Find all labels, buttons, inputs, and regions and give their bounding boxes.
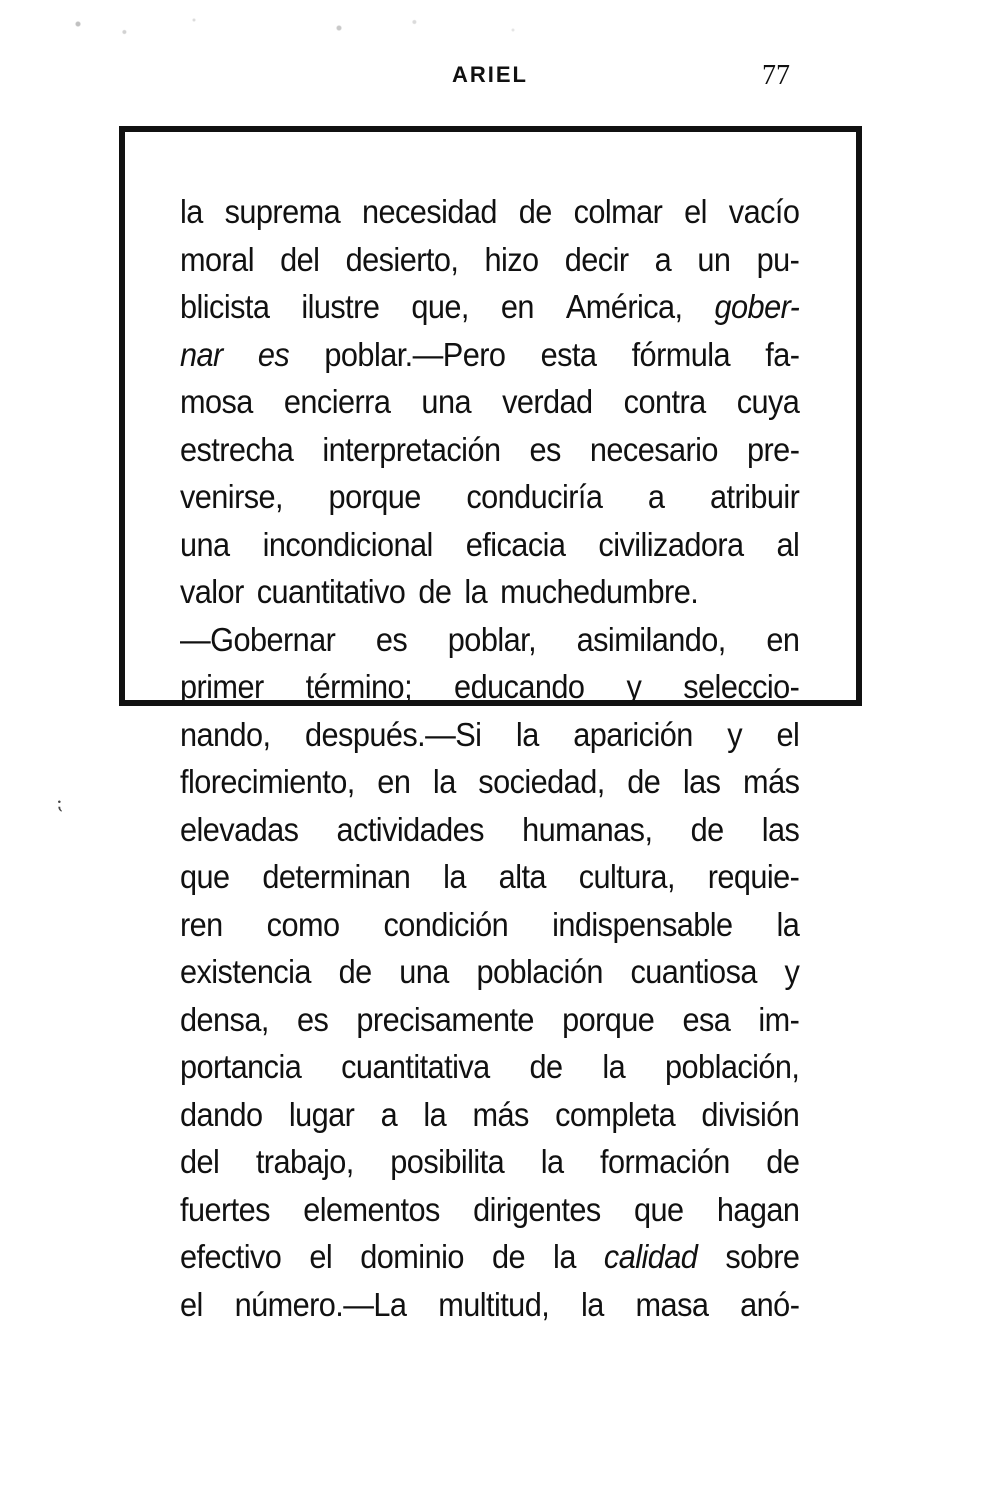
word: como xyxy=(266,905,340,943)
word: sociedad, xyxy=(478,763,605,800)
word: porque xyxy=(328,478,421,515)
word: una xyxy=(399,953,449,990)
word: lugar xyxy=(288,1095,355,1133)
text-line xyxy=(180,1186,799,1234)
word: interpretación xyxy=(322,430,501,468)
word: cuantitativo xyxy=(256,573,406,610)
word: cultura, xyxy=(578,858,675,895)
word: sobre xyxy=(725,1238,800,1275)
word: trabajo, xyxy=(255,1143,354,1180)
word: es xyxy=(296,1000,329,1038)
word: contra xyxy=(623,383,706,420)
word: educando xyxy=(454,668,585,705)
word: del xyxy=(280,240,320,278)
word: de xyxy=(518,193,552,230)
word: colmar xyxy=(573,193,663,230)
word: existencia xyxy=(180,953,311,990)
word: formación xyxy=(600,1143,730,1180)
word: densa, xyxy=(180,1000,269,1038)
word: cuantiosa xyxy=(630,953,757,990)
text-line xyxy=(180,521,799,569)
word: pre- xyxy=(747,430,800,468)
word: de xyxy=(690,810,724,848)
word: condición xyxy=(383,905,509,943)
word: incondicional xyxy=(262,525,433,563)
word: ren xyxy=(180,905,223,943)
word: número.—La xyxy=(234,1285,407,1323)
word: en xyxy=(377,763,411,800)
word: nar xyxy=(180,335,223,373)
word: gober- xyxy=(714,288,800,325)
word: actividades xyxy=(336,810,484,848)
word: portancia xyxy=(180,1048,302,1085)
word: dando xyxy=(180,1095,263,1133)
word: la xyxy=(776,905,800,943)
word: la xyxy=(432,763,456,800)
word: que, xyxy=(411,288,469,325)
word: un xyxy=(697,240,731,278)
word: aparición xyxy=(573,715,693,753)
word: humanas, xyxy=(522,810,653,848)
text-line xyxy=(180,758,799,806)
word: necesidad xyxy=(361,193,497,230)
word: después.—Si xyxy=(305,715,482,753)
margin-mark: ⁏ xyxy=(56,792,63,814)
word: de xyxy=(529,1048,563,1085)
text-line xyxy=(180,996,799,1044)
word: la xyxy=(423,1095,447,1133)
word: a xyxy=(654,240,672,278)
word: poblar, xyxy=(447,620,537,658)
word: calidad xyxy=(603,1238,698,1275)
word: la xyxy=(464,573,488,610)
word: esa xyxy=(682,1000,731,1038)
word: efectivo xyxy=(180,1238,282,1275)
word: elevadas xyxy=(180,810,299,848)
word: ilustre xyxy=(301,288,380,325)
text-line xyxy=(180,1043,799,1091)
word: y xyxy=(727,715,743,753)
word: dominio xyxy=(360,1238,464,1275)
word: de xyxy=(338,953,372,990)
word: completa xyxy=(555,1095,676,1133)
word: valor xyxy=(180,573,244,610)
word: y xyxy=(784,953,800,990)
word: florecimiento, xyxy=(180,763,355,800)
word: elementos xyxy=(303,1190,440,1228)
word: una xyxy=(421,383,471,420)
word: muchedumbre. xyxy=(500,573,699,610)
word: la xyxy=(602,1048,626,1085)
text-line xyxy=(180,331,799,379)
word: suprema xyxy=(224,193,341,230)
word: al xyxy=(776,525,800,563)
page-number: 77 xyxy=(762,60,790,91)
text-line xyxy=(180,711,799,759)
word: eficacia xyxy=(465,525,566,563)
word: la xyxy=(443,858,466,895)
word: el xyxy=(684,193,707,230)
word: requie- xyxy=(707,858,800,895)
word: vacío xyxy=(728,193,800,230)
word: población xyxy=(476,953,603,990)
word: cuantitativa xyxy=(341,1048,490,1085)
text-line xyxy=(180,1138,799,1186)
text-line xyxy=(180,236,799,284)
word: es xyxy=(375,620,408,658)
word: la xyxy=(515,715,539,753)
word: civilizadora xyxy=(598,525,744,563)
word: primer xyxy=(180,668,264,705)
text-line xyxy=(180,901,799,949)
text-line xyxy=(180,1091,799,1139)
text-line xyxy=(180,568,799,616)
word: poblar.—Pero xyxy=(324,335,506,373)
word: y xyxy=(626,668,642,705)
word: población, xyxy=(665,1048,800,1085)
word: cuya xyxy=(736,383,800,420)
text-line xyxy=(180,616,799,664)
text-line xyxy=(180,1281,799,1329)
body-text xyxy=(180,188,800,1328)
text-line xyxy=(180,188,799,236)
word: más xyxy=(743,763,800,800)
word: una xyxy=(180,525,230,563)
word: término; xyxy=(305,668,413,705)
word: de xyxy=(491,1238,525,1275)
word: esta xyxy=(540,335,597,373)
word: determinan xyxy=(262,858,411,895)
word: alta xyxy=(498,858,546,895)
word: las xyxy=(682,763,721,800)
text-line xyxy=(180,1233,799,1281)
word: pu- xyxy=(756,240,800,278)
word: de xyxy=(766,1143,800,1180)
word: verdad xyxy=(502,383,593,420)
word: la xyxy=(180,193,203,230)
word: la xyxy=(540,1143,564,1180)
text-line xyxy=(180,663,799,711)
word: en xyxy=(766,620,800,658)
text-line xyxy=(180,806,799,854)
word: venirse, xyxy=(180,478,283,515)
word: es xyxy=(529,430,561,468)
word: —Gobernar xyxy=(180,620,336,658)
word: atribuir xyxy=(709,478,800,515)
word: de xyxy=(627,763,661,800)
word: el xyxy=(776,715,800,753)
word: más xyxy=(472,1095,529,1133)
text-line xyxy=(180,853,799,901)
word: porque xyxy=(562,1000,655,1038)
word: masa xyxy=(635,1285,709,1323)
word: a xyxy=(380,1095,398,1133)
word: de xyxy=(418,573,452,610)
text-line xyxy=(180,948,799,996)
word: en xyxy=(500,288,534,325)
word: hizo xyxy=(484,240,539,278)
word: fórmula xyxy=(631,335,731,373)
word: el xyxy=(309,1238,333,1275)
word: fa- xyxy=(765,335,800,373)
word: encierra xyxy=(283,383,391,420)
word: multitud, xyxy=(438,1285,550,1323)
word: anó- xyxy=(740,1285,800,1323)
word: dirigentes xyxy=(473,1190,601,1228)
word: asimilando, xyxy=(576,620,726,658)
word: indispensable xyxy=(552,905,733,943)
word: división xyxy=(701,1095,800,1133)
word: nando, xyxy=(180,715,271,753)
word: moral xyxy=(180,240,254,278)
scan-speckle xyxy=(20,8,600,48)
word: la xyxy=(553,1238,576,1275)
word: im- xyxy=(758,1000,800,1038)
word: blicista xyxy=(180,288,270,325)
word: que xyxy=(180,858,230,895)
word: hagan xyxy=(716,1190,800,1228)
word: conduciría xyxy=(466,478,603,515)
word: fuertes xyxy=(180,1190,270,1228)
word: América, xyxy=(565,288,683,325)
word: la xyxy=(580,1285,604,1323)
word: posibilita xyxy=(390,1143,505,1180)
word: necesario xyxy=(589,430,718,468)
word: desierto, xyxy=(345,240,459,278)
word: decir xyxy=(564,240,629,278)
word: las xyxy=(761,810,800,848)
running-title: ARIEL xyxy=(452,62,528,87)
word: precisamente xyxy=(356,1000,534,1038)
word: que xyxy=(633,1190,684,1228)
word: estrecha xyxy=(180,430,294,468)
word: el xyxy=(180,1285,203,1323)
word: seleccio- xyxy=(683,668,800,705)
text-line xyxy=(180,378,799,426)
word: del xyxy=(180,1143,220,1180)
word: a xyxy=(647,478,665,515)
word: es xyxy=(257,335,290,373)
text-line xyxy=(180,426,799,474)
word: mosa xyxy=(180,383,253,420)
text-line xyxy=(180,473,799,521)
text-line xyxy=(180,283,799,331)
